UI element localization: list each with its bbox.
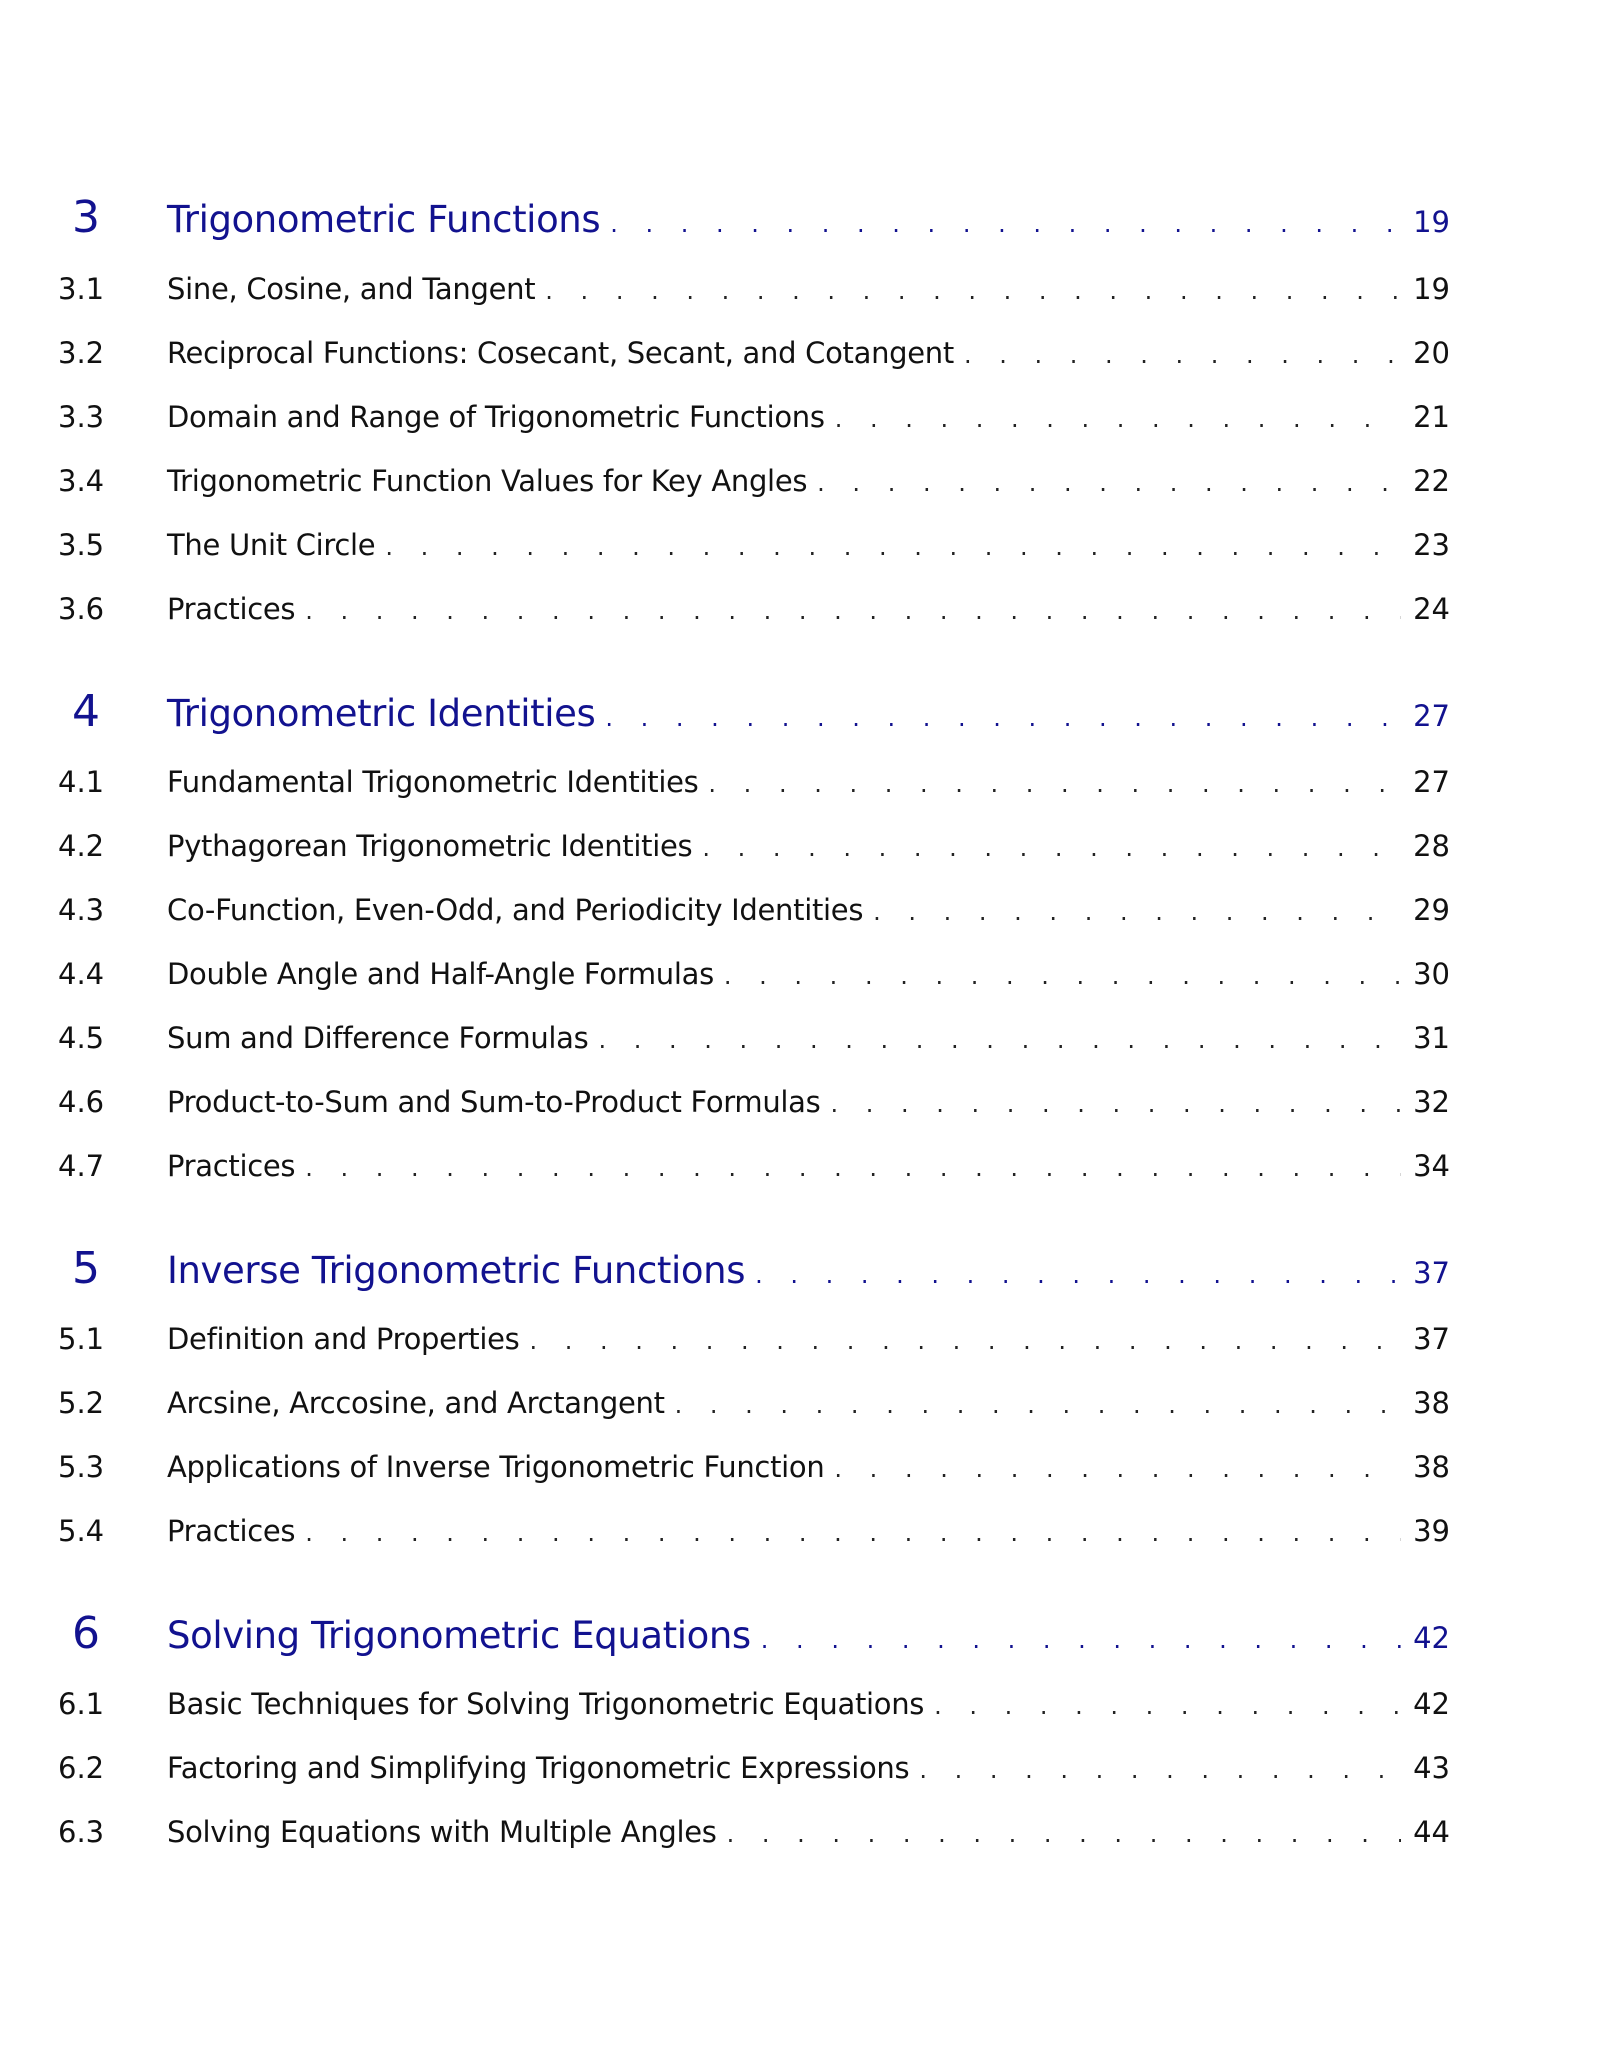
section-number: 3.5 <box>58 528 105 562</box>
chapter-number: 4 <box>72 686 100 737</box>
chapter-number: 6 <box>72 1608 100 1659</box>
section-page-number: 30 <box>1413 957 1450 991</box>
dot-leader <box>755 1261 1401 1289</box>
toc-chapter-entry[interactable] <box>58 1243 1450 1294</box>
section-page-number: 43 <box>1413 1751 1450 1785</box>
dot-leader <box>305 1154 1401 1182</box>
dot-leader <box>605 704 1401 732</box>
section-title: Practices <box>167 592 296 626</box>
toc-chapter-entry[interactable] <box>58 1608 1450 1659</box>
toc-section-entry[interactable] <box>58 272 1450 306</box>
toc-section-entry[interactable] <box>58 1815 1450 1849</box>
toc-section-entry[interactable] <box>58 765 1450 799</box>
dot-leader <box>919 1756 1401 1784</box>
section-number: 6.2 <box>58 1751 105 1785</box>
section-number: 4.5 <box>58 1021 105 1055</box>
section-page-number: 20 <box>1413 336 1450 370</box>
section-page-number: 28 <box>1413 829 1450 863</box>
section-title: Trigonometric Function Values for Key Angles <box>167 464 808 498</box>
section-page-number: 37 <box>1413 1322 1450 1356</box>
chapter-page-number: 37 <box>1413 1256 1450 1290</box>
toc-section-entry[interactable] <box>58 893 1450 927</box>
section-number: 3.1 <box>58 272 105 306</box>
toc-section-entry[interactable] <box>58 1687 1450 1721</box>
chapter-title: Trigonometric Identities <box>167 692 596 735</box>
section-title: Sine, Cosine, and Tangent <box>167 272 536 306</box>
dot-leader <box>545 277 1401 305</box>
section-page-number: 32 <box>1413 1085 1450 1119</box>
dot-leader <box>610 210 1401 238</box>
dot-leader <box>305 1519 1401 1547</box>
section-page-number: 27 <box>1413 765 1450 799</box>
dot-leader <box>873 898 1401 926</box>
section-page-number: 24 <box>1413 592 1450 626</box>
section-page-number: 22 <box>1413 464 1450 498</box>
toc-section-entry[interactable] <box>58 957 1450 991</box>
section-number: 4.3 <box>58 893 105 927</box>
section-page-number: 34 <box>1413 1149 1450 1183</box>
section-title: Product-to-Sum and Sum-to-Product Formulas <box>167 1085 821 1119</box>
dot-leader <box>702 834 1401 862</box>
dot-leader <box>305 597 1401 625</box>
dot-leader <box>675 1391 1401 1419</box>
dot-leader <box>817 469 1401 497</box>
section-number: 3.4 <box>58 464 105 498</box>
section-title: Arcsine, Arccosine, and Arctangent <box>167 1386 665 1420</box>
section-number: 3.6 <box>58 592 105 626</box>
section-number: 6.1 <box>58 1687 105 1721</box>
toc-section-entry[interactable] <box>58 1751 1450 1785</box>
section-title: Reciprocal Functions: Cosecant, Secant, and Cotangent <box>167 336 954 370</box>
dot-leader <box>834 1455 1401 1483</box>
dot-leader <box>761 1626 1401 1654</box>
section-title: Practices <box>167 1514 296 1548</box>
toc-chapter-entry[interactable] <box>58 192 1450 243</box>
toc-section-entry[interactable] <box>58 400 1450 434</box>
dot-leader <box>934 1692 1401 1720</box>
toc-section-entry[interactable] <box>58 1322 1450 1356</box>
section-page-number: 29 <box>1413 893 1450 927</box>
toc-section-entry[interactable] <box>58 1386 1450 1420</box>
section-title: Co-Function, Even-Odd, and Periodicity Identities <box>167 893 864 927</box>
section-title: Domain and Range of Trigonometric Functions <box>167 400 825 434</box>
toc-section-entry[interactable] <box>58 1085 1450 1119</box>
section-number: 4.7 <box>58 1149 105 1183</box>
dot-leader <box>598 1026 1401 1054</box>
section-number: 4.1 <box>58 765 105 799</box>
section-page-number: 44 <box>1413 1815 1450 1849</box>
section-number: 4.6 <box>58 1085 105 1119</box>
section-title: Double Angle and Half-Angle Formulas <box>167 957 714 991</box>
section-number: 4.4 <box>58 957 105 991</box>
dot-leader <box>529 1327 1401 1355</box>
section-title: Solving Equations with Multiple Angles <box>167 1815 717 1849</box>
section-page-number: 31 <box>1413 1021 1450 1055</box>
toc-section-entry[interactable] <box>58 528 1450 562</box>
toc-section-entry[interactable] <box>58 336 1450 370</box>
section-page-number: 38 <box>1413 1386 1450 1420</box>
section-number: 5.3 <box>58 1450 105 1484</box>
section-title: Fundamental Trigonometric Identities <box>167 765 699 799</box>
section-number: 4.2 <box>58 829 105 863</box>
chapter-title: Inverse Trigonometric Functions <box>167 1249 746 1292</box>
section-page-number: 38 <box>1413 1450 1450 1484</box>
chapter-page-number: 42 <box>1413 1621 1450 1655</box>
dot-leader <box>835 405 1401 433</box>
chapter-page-number: 27 <box>1413 699 1450 733</box>
chapter-number: 5 <box>72 1243 100 1294</box>
chapter-title: Trigonometric Functions <box>167 198 601 241</box>
dot-leader <box>964 341 1401 369</box>
section-number: 3.2 <box>58 336 105 370</box>
section-number: 3.3 <box>58 400 105 434</box>
section-title: Practices <box>167 1149 296 1183</box>
dot-leader <box>830 1090 1401 1118</box>
dot-leader <box>727 1820 1402 1848</box>
section-page-number: 21 <box>1413 400 1450 434</box>
toc-section-entry[interactable] <box>58 1149 1450 1183</box>
section-number: 5.1 <box>58 1322 105 1356</box>
dot-leader <box>385 533 1401 561</box>
section-title: Sum and Difference Formulas <box>167 1021 589 1055</box>
section-page-number: 23 <box>1413 528 1450 562</box>
toc-chapter-entry[interactable] <box>58 686 1450 737</box>
section-title: Applications of Inverse Trigonometric Function <box>167 1450 825 1484</box>
section-number: 6.3 <box>58 1815 105 1849</box>
toc-section-entry[interactable] <box>58 464 1450 498</box>
dot-leader <box>724 962 1401 990</box>
section-page-number: 39 <box>1413 1514 1450 1548</box>
section-title: Definition and Properties <box>167 1322 520 1356</box>
chapter-number: 3 <box>72 192 100 243</box>
section-number: 5.2 <box>58 1386 105 1420</box>
chapter-title: Solving Trigonometric Equations <box>167 1614 751 1657</box>
toc-section-entry[interactable] <box>58 829 1450 863</box>
section-number: 5.4 <box>58 1514 105 1548</box>
toc-section-entry[interactable] <box>58 1514 1450 1548</box>
section-title: The Unit Circle <box>167 528 376 562</box>
toc-section-entry[interactable] <box>58 1021 1450 1055</box>
section-page-number: 19 <box>1413 272 1450 306</box>
toc-section-entry[interactable] <box>58 592 1450 626</box>
chapter-page-number: 19 <box>1413 205 1450 239</box>
toc-section-entry[interactable] <box>58 1450 1450 1484</box>
dot-leader <box>708 770 1401 798</box>
section-title: Pythagorean Trigonometric Identities <box>167 829 693 863</box>
section-title: Basic Techniques for Solving Trigonometric Equations <box>167 1687 925 1721</box>
section-title: Factoring and Simplifying Trigonometric Expressions <box>167 1751 910 1785</box>
section-page-number: 42 <box>1413 1687 1450 1721</box>
